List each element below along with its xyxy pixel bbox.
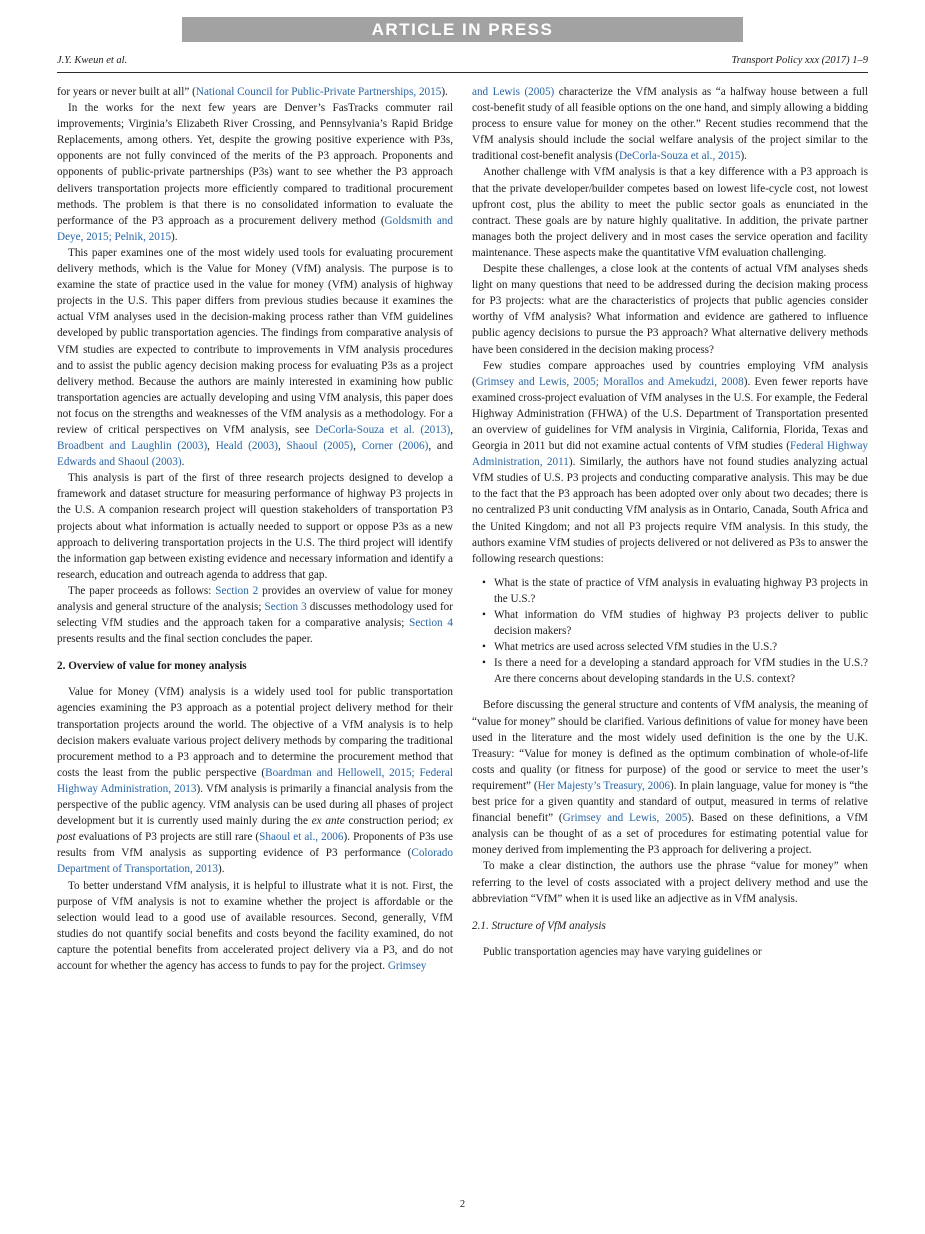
text-run: Value for Money (VfM) analysis is a widely used tool for public transportation agencies examining the P3 approach as a potential project delivery method for their transportation projects around the world. The objective of a VfM analysis is to help decision makers evaluate various project delivery methods by comparing the traditional procurement method to a P3 approach and to determine the procurement method that costs the least from the public perspective (	[57, 686, 453, 779]
running-journal: Transport Policy xxx (2017) 1–9	[731, 55, 868, 66]
bullet-item: • Is there a need for a developing a standard approach for VfM studies in the U.S.? Are there concerns about developing standards in the U.S. context?	[494, 655, 868, 687]
text-run: ex post	[57, 815, 453, 844]
text-run: This paper examines one of the most widely used tools for evaluating procurement delivery methods, which is the Value for Money (VfM) analysis. The purpose is to examine the state of practice used in the value for money (VfM) analysis of highway projects in the U.S. This paper differs from previous studies because it examines the actual VfM analyses used in the decision-making process rather than VfM guidelines developed by public transportation agencies. The findings from comparative analysis of VfM studies are expected to contribute to improvements in VfM analysis procedures and to assist the public agency decision making process for evaluating P3s as a project delivery method. Because the authors are mainly interested in examining how public transportation agencies are actually developing and using VfM analysis, this paper does not focus on the strengths and weaknesses of the VfM analysis as a methodology. For a review of critical perspectives on VfM analysis, see	[57, 246, 453, 436]
text-run: ,	[353, 440, 362, 453]
text-run: ,	[277, 440, 287, 453]
text-run: Few studies compare approaches used by countries employing VfM analysis (	[472, 359, 868, 388]
paragraph	[57, 470, 453, 583]
text-run: To make a clear distinction, the authors use the phrase “value for money” when referring to the level of costs associated with a project delivery method and use the abbreviation “VfM” when it is used like an adjective as in VfM analysis.	[472, 860, 868, 905]
text-run: ). In plain language, value for money is “the best price for a given quantity and standard of output, measured in terms of relative financial benefit” (	[472, 779, 868, 825]
section-heading: 2. Overview of value for money analysis	[57, 660, 247, 673]
paragraph	[472, 358, 868, 567]
banner-text: ARTICLE IN PRESS	[371, 20, 554, 39]
inline-link[interactable]: Grimsey	[387, 959, 427, 972]
paragraph	[57, 583, 453, 647]
page-number: 2	[459, 1199, 466, 1210]
right-column	[472, 84, 868, 974]
inline-link[interactable]: Her Majesty’s Treasury, 2006	[537, 779, 671, 792]
text-run: ,	[207, 440, 216, 453]
paragraph	[57, 684, 453, 877]
text-run: ).	[740, 150, 747, 163]
text-run: ex ante	[311, 815, 345, 828]
text-run: provides an overview of value for money analysis and general structure of the analysis;	[57, 584, 454, 613]
text-run: characterize the VfM analysis as “a halfway house between a full cost-benefit study of all feasible options on the one hand, and simply allowing a bidding process to ensure value for money on the other.” Recent studies recommend that the VfM analysis should include the social welfare analysis of the project similar to the traditional cost-benefit analysis (	[472, 86, 868, 163]
text-run: To better understand VfM analysis, it is helpful to illustrate what it is not. First, the purpose of VfM analysis is not to examine whether the project is affordable or the selection would lead to a good use of available resources. Second, generally, VfM studies do not quantify social benefits and costs beyond the facility examined, do not capture the potential benefits from accelerated project delivery via a P3, and do not account for whether the agency has access to funds to pay for the project.	[57, 879, 453, 972]
paragraph	[57, 100, 453, 245]
inline-link[interactable]: Section 4	[409, 617, 453, 630]
inline-link[interactable]: Section 2	[215, 584, 259, 597]
paragraph	[57, 878, 453, 975]
inline-link[interactable]: Section 3	[264, 601, 307, 613]
text-run: ,	[450, 423, 453, 436]
running-authors: J.Y. Kweun et al.	[57, 55, 128, 66]
inline-link[interactable]: Goldsmith and Deye, 2015; Pelnik, 2015	[57, 214, 453, 243]
paragraph	[472, 858, 868, 906]
bullet-item: • What metrics are used across selected VfM studies in the U.S.?	[494, 639, 868, 655]
inline-link[interactable]: and Lewis (2005)	[472, 86, 555, 98]
inline-link[interactable]: Shaoul (2005)	[286, 440, 354, 453]
inline-link[interactable]: Federal Highway Administration, 2011	[472, 440, 868, 469]
text-run: ). Even fewer reports have examined cross-project evaluation of VfM analyses in the U.S. For example, the Federal Highway Administration (FHWA) of the U.S. Department of Transportation presented an overview of guidelines for VfM analysis in Virginia, California, Florida, Texas and Georgia in 2011 but did not examine actual contents of VfM studies (	[472, 375, 868, 453]
inline-link[interactable]: Heald (2003)	[215, 440, 278, 453]
header-rule	[57, 72, 868, 73]
paragraph	[472, 261, 868, 358]
text-run: Another challenge with VfM analysis is that a key difference with a P3 approach is that the private developer/builder competes based on lowest life-cycle cost, not lowest upfront cost, plus the ability to meet the public sector goals as enunciated in the contract. These goals are by nature highly qualitative. In addition, the private partner manages both the project delivery and in most cases the service operation and facility maintenance. These aspects make the quantitative VfM evaluation challenging.	[472, 166, 868, 259]
text-run: , and	[428, 440, 453, 453]
text-run: presents results and the final section concludes the paper.	[57, 633, 313, 646]
text-run: evaluations of P3 projects are still rare (	[75, 831, 260, 844]
inline-link[interactable]: DeCorla-Souza et al. (2013)	[315, 423, 451, 436]
inline-link[interactable]: Boardman and Hellowell, 2015; Federal Highway Administration, 2013	[57, 766, 453, 795]
paragraph	[472, 84, 868, 164]
research-questions-list	[472, 575, 868, 688]
text-run: ).	[217, 863, 225, 876]
running-head	[57, 55, 868, 66]
text-run: Despite these challenges, a close look at the contents of actual VfM analyses sheds light on many questions that need to be addressed during the decision making process for P3 projects: what are the characteristics of projects that public agencies consider worthy of VfM analysis? What information and evidence are gathered to influence public agency decisions to pursue the P3 approach? What alternative delivery methods have been considered in the decision making process?	[472, 263, 868, 356]
inline-link[interactable]: Broadbent and Laughlin (2003)	[57, 440, 208, 453]
text-run: discusses methodology used for selecting VfM studies and the approach taken for a comparative analysis;	[57, 601, 453, 630]
text-run: ).	[441, 86, 448, 98]
paragraph	[472, 697, 868, 858]
text-run: ). Proponents of P3s use results from VfM analysis as supporting evidence of P3 performance (	[57, 831, 453, 860]
text-run: Before discussing the general structure and contents of VfM analysis, the meaning of “value for money” should be clarified. Various definitions of value for money have been used in the literature and the most widely used definition is the one by the U.K. Treasury: “Value for money is defined as the optimum combination of whole-of-life costs and quality (or fitness for purpose) of the good or service to meet the user’s requirement” (	[472, 699, 868, 792]
paragraph	[472, 944, 868, 960]
paragraph	[472, 164, 868, 261]
text-run: In the works for the next few years are Denver’s FasTracks commuter rail improvements; Virginia’s Elizabeth River Crossing, and Pennsylvania’s Rapid Bridge Replacements, among others. Yet, despite the growing positive experience with P3s, opponents are not fully convinced of the merits of the P3 approach. Proponents and opponents of public-private partnerships (P3s) want to see whether the P3 approach delivers transportation projects more efficiently compared to traditional procurement methods. The problem is that there is no consolidated information to evaluate the performance of the P3 approach as a procurement delivery method (	[57, 102, 453, 227]
inline-link[interactable]: Shaoul et al., 2006	[259, 831, 344, 844]
left-column	[57, 84, 453, 974]
text-run: ). VfM analysis is primarily a financial analysis from the perspective of the public agency. VfM analysis can be used during all phases of project development but it is currently used mainly during the	[57, 782, 454, 828]
article-body	[57, 84, 868, 974]
inline-link[interactable]: Corner (2006)	[361, 440, 429, 453]
inline-link[interactable]: DeCorla-Souza et al., 2015	[618, 150, 741, 163]
paragraph	[57, 245, 453, 470]
text-run: ).	[171, 230, 178, 243]
bullet-item: • What is the state of practice of VfM analysis in evaluating highway P3 projects in the U.S.?	[494, 575, 868, 607]
subsection-heading: 2.1. Structure of VfM analysis	[472, 919, 606, 932]
inline-link[interactable]: Grimsey and Lewis, 2005; Morallos and Amekudzi, 2008	[475, 375, 744, 388]
text-run: .	[181, 456, 185, 469]
text-run: The paper proceeds as follows:	[68, 584, 216, 597]
text-run: for years or never built at all” (	[57, 86, 196, 98]
text-run: This analysis is part of the first of three research projects designed to develop a framework and dataset structure for measuring performance of highway P3 projects in the U.S. A companion research project will question stakeholders of transportation P3 projects about what information is actually needed to support or oppose P3s as a new approach to delivering transportation projects in the U.S. The third project will identify the information gap between existing evidence and necessary information and identify a research, education and outreach agenda to address that gap.	[57, 472, 453, 581]
text-run: ). Similarly, the authors have not found studies analyzing actual VfM studies of U.S. P3 projects and conducting comparative analysis. This may be due to the fact that the P3 approach has been adopted over only about two decades; there is no centralized P3 unit conducting VfM analysis as in Ontario, Canada, South Africa and the United Kingdom; and not all P3 projects require VfM analysis. In this study, the authors examine VfM studies of projects delivered or not delivered as P3s to answer the following research questions:	[472, 456, 869, 565]
text-run: ). Based on these definitions, a VfM analysis can be thought of as a set of procedures for estimating potential value for money derived from implementing the P3 approach for delivering a project.	[472, 812, 868, 857]
paragraph	[57, 84, 453, 100]
inline-link[interactable]: Colorado Department of Transportation, 2013	[57, 847, 453, 876]
bullet-item: • What information do VfM studies of highway P3 projects deliver to public decision makers?	[494, 607, 868, 639]
article-in-press-banner	[182, 17, 743, 42]
inline-link[interactable]: National Council for Public-Private Partnerships, 2015	[195, 86, 442, 98]
inline-link[interactable]: Edwards and Shaoul (2003)	[57, 456, 182, 469]
inline-link[interactable]: Grimsey and Lewis, 2005	[562, 812, 688, 825]
text-run: Public transportation agencies may have varying guidelines or	[483, 945, 762, 958]
text-run: construction period;	[344, 815, 444, 828]
